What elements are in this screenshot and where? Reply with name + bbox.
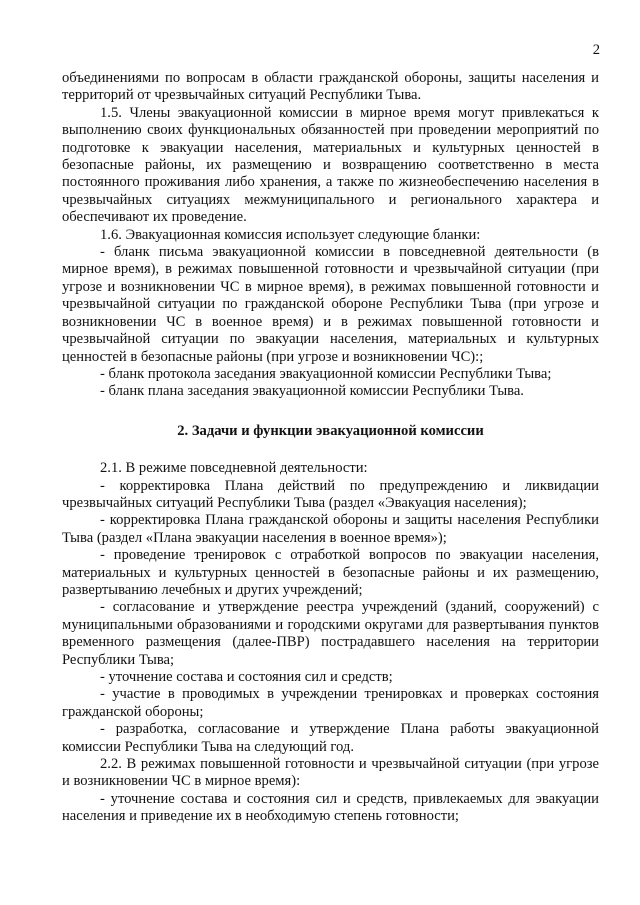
paragraph: - бланк письма эвакуационной комиссии в повседневной деятельности (в мирное время), в режимах повышенной готовности и чрезвычайной ситуации (при угрозе и возникновении ЧС в мирное время), в режимах повышенной готовности и чрезвычайной ситуации по гражданской обороне Республики Тыва (при угрозе и возникновении ЧС в военное время) и в режимах повышенной готовности и чрезвычайной ситуации по эвакуации населения, материальных и культурных ценностей в безопасные районы (при угрозе и возникновении ЧС):; — [62, 244, 599, 365]
paragraph: - уточнение состава и состояния сил и средств, привлекаемых для эвакуации населения и приведение их в необходимую степень готовности; — [62, 790, 599, 825]
section-title: 2. Задачи и функции эвакуационной комиссии — [177, 422, 484, 439]
paragraph: объединениями по вопросам в области гражданской обороны, защиты населения и территорий от чрезвычайных ситуаций Республики Тыва. — [62, 70, 599, 104]
paragraph: 2.2. В режимах повышенной готовности и чрезвычайной ситуации (при угрозе и возникновении ЧС в мирное время): — [62, 756, 599, 790]
paragraph: - корректировка Плана действий по предупреждению и ликвидации чрезвычайных ситуаций Республики Тыва (раздел «Эвакуация населения); — [62, 477, 599, 511]
paragraph: - бланк протокола заседания эвакуационной комиссии Республики Тыва; — [100, 365, 552, 382]
paragraph: 1.5. Члены эвакуационной комиссии в мирное время могут привлекаться к выполнению своих функциональных обязанностей при проведении мероприятий по подготовке к эвакуации населения, материальных и культурных ценностей в безопасные районы, их размещению и возвращению соответственно в места постоянного проживания либо хранения, а также по жизнеобеспечению населения в чрезвычайных ситуациях межмуниципального и регионального характера и обеспечивают их проведение. — [62, 104, 599, 226]
paragraph: 1.6. Эвакуационная комиссия использует следующие бланки: — [100, 226, 481, 243]
intro-section — [62, 70, 599, 401]
paragraph: - разработка, согласование и утверждение Плана работы эвакуационной комиссии Республики Тыва на следующий год. — [62, 721, 599, 755]
paragraph: - проведение тренировок с отработкой вопросов по эвакуации населения, материальных и культурных ценностей в безопасные районы и их размещению, развертыванию лечебных и других учреждений; — [62, 547, 599, 598]
paragraph: - корректировка Плана гражданской обороны и защиты населения Республики Тыва (раздел «Плана эвакуации населения в военное время»); — [62, 512, 599, 546]
tasks-section — [62, 460, 599, 826]
paragraph: - участие в проводимых в учреждении тренировках и проверках состояния гражданской обороны; — [62, 686, 599, 720]
paragraph: 2.1. В режиме повседневной деятельности: — [100, 460, 368, 477]
paragraph: - согласование и утверждение реестра учреждений (зданий, сооружений) с муниципальными образованиями и городскими округами для развертывания пунктов временного размещения (далее-ПВР) пострадавшего населения на территории Республики Тыва; — [62, 599, 599, 668]
page-number: 2 — [592, 42, 600, 58]
document-body — [62, 70, 599, 826]
paragraph: - бланк плана заседания эвакуационной комиссии Республики Тыва. — [100, 383, 524, 400]
paragraph: - уточнение состава и состояния сил и средств; — [100, 669, 393, 685]
